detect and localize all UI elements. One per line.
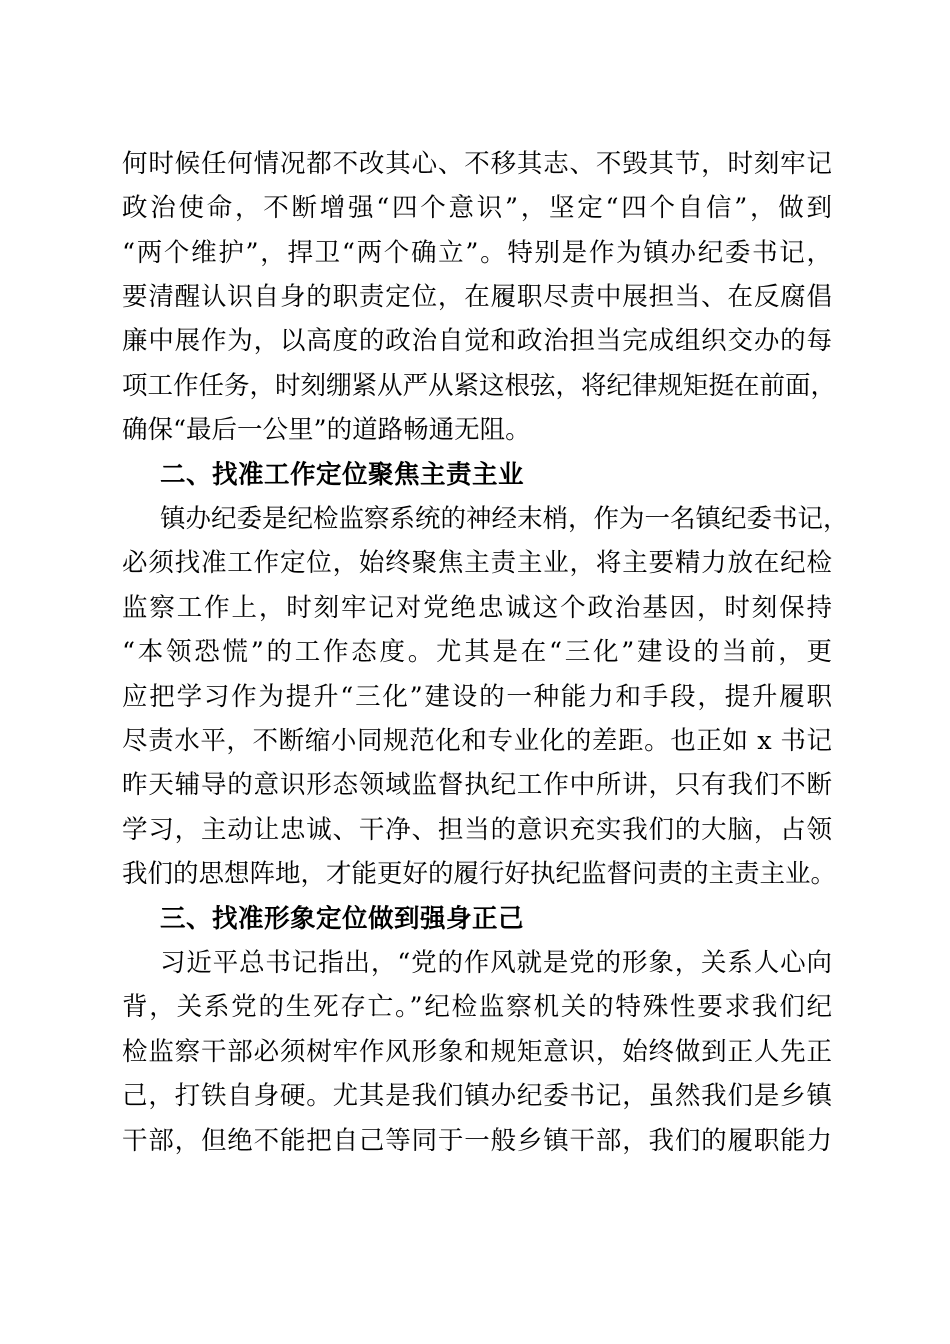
paragraph-line: 项工作任务，时刻绷紧从严从紧这根弦，将纪律规矩挺在前面， xyxy=(122,371,837,401)
paragraph-line: 何时候任何情况都不改其心、不移其志、不毁其节，时刻牢记 xyxy=(122,149,832,179)
paragraph-line: 我们的思想阵地，才能更好的履行好执纪监督问责的主责主业。 xyxy=(122,859,837,889)
paragraph-line: 尽责水平，不断缩小同规范化和专业化的差距。也正如 x 书记 xyxy=(122,726,832,756)
paragraph-line: 昨天辅导的意识形态领域监督执纪工作中所讲，只有我们不断 xyxy=(122,770,832,800)
paragraph-line: “本领恐慌”的工作态度。尤其是在“三化”建设的当前，更 xyxy=(122,637,832,667)
paragraph-line: 监察工作上，时刻牢记对党绝忠诚这个政治基因，时刻保持 xyxy=(122,593,832,623)
paragraph-line: 应把学习作为提升“三化”建设的一种能力和手段，提升履职 xyxy=(122,682,832,712)
paragraph-line: 政治使命，不断增强“四个意识”，坚定“四个自信”，做到 xyxy=(122,193,832,223)
section-heading-2: 二、找准工作定位聚焦主责主业 xyxy=(160,460,525,490)
paragraph-line: 检监察干部必须树牢作风形象和规矩意识，始终做到正人先正 xyxy=(122,1037,832,1067)
paragraph-line: 干部，但绝不能把自己等同于一般乡镇干部，我们的履职能力 xyxy=(122,1126,832,1156)
section-heading-3: 三、找准形象定位做到强身正己 xyxy=(160,904,525,934)
paragraph-line: 学习，主动让忠诚、干净、担当的意识充实我们的大脑，占领 xyxy=(122,815,832,845)
paragraph-line: 背，关系党的生死存亡。”纪检监察机关的特殊性要求我们纪 xyxy=(122,992,832,1022)
paragraph-line: 要清醒认识自身的职责定位，在履职尽责中展担当、在反腐倡 xyxy=(122,282,832,312)
paragraph-line: 镇办纪委是纪检监察系统的神经末梢，作为一名镇纪委书记， xyxy=(160,504,849,534)
paragraph-line: 廉中展作为，以高度的政治自觉和政治担当完成组织交办的每 xyxy=(122,326,832,356)
paragraph-line: “两个维护”，捍卫“两个确立”。特别是作为镇办纪委书记， xyxy=(122,238,832,268)
paragraph-line: 确保“最后一公里”的道路畅通无阻。 xyxy=(122,415,531,445)
paragraph-line: 必须找准工作定位，始终聚焦主责主业，将主要精力放在纪检 xyxy=(122,548,832,578)
paragraph-line: 习近平总书记指出，“党的作风就是党的形象，关系人心向 xyxy=(160,948,832,978)
paragraph-line: 己，打铁自身硬。尤其是我们镇办纪委书记，虽然我们是乡镇 xyxy=(122,1081,832,1111)
